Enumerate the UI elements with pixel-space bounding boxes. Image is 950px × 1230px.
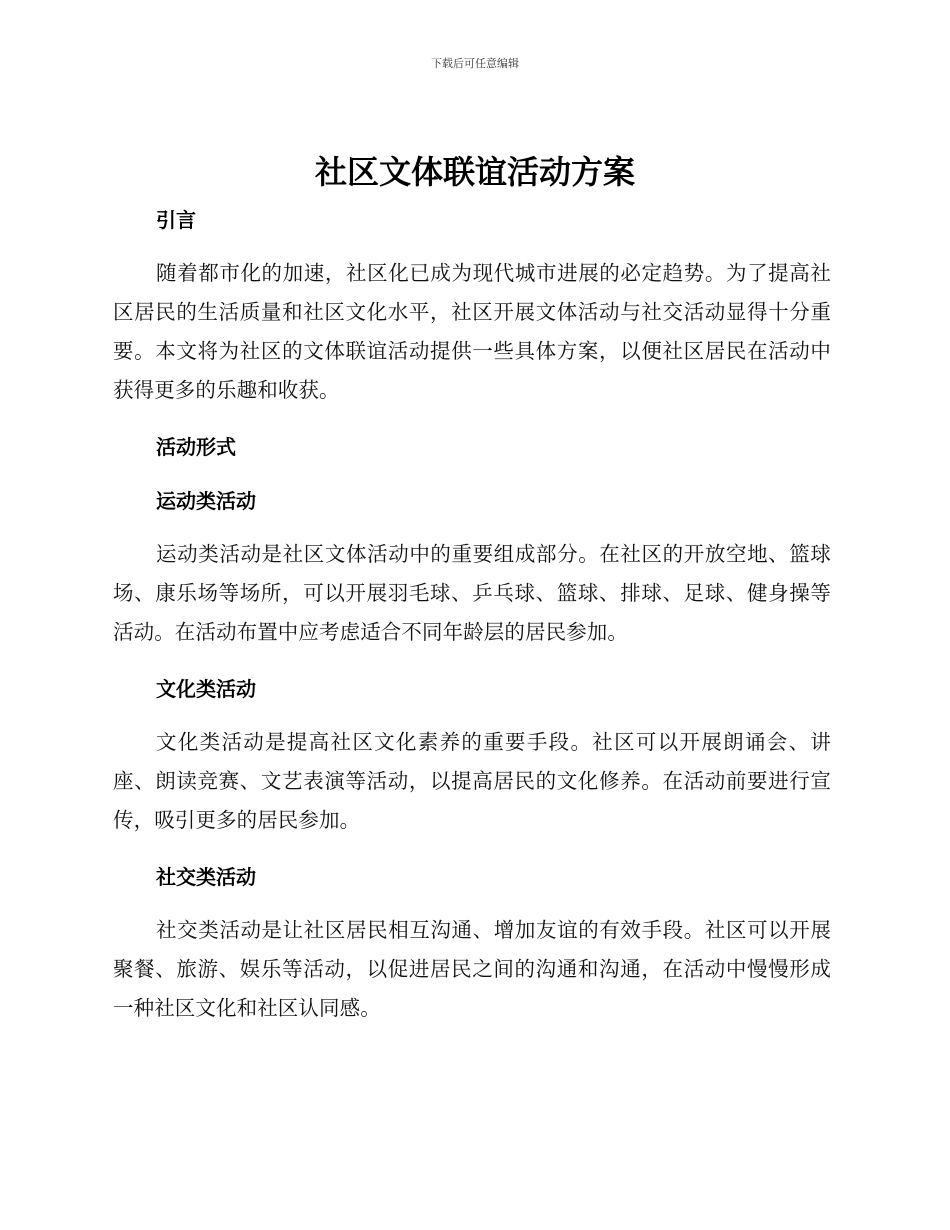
paragraph-social: 社交类活动是让社区居民相互沟通、增加友谊的有效手段。社区可以开展聚餐、旅游、娱乐等活动，以促进居民之间的沟通和沟通，在活动中慢慢形成一种社区文化和社区认同感。 xyxy=(113,918,831,1020)
paragraph-sports: 运动类活动是社区文体活动中的重要组成部分。在社区的开放空地、篮球场、康乐场等场所，可以开展羽毛球、乒乓球、篮球、排球、足球、健身操等活动。在活动布置中应考虑适合不同年龄层的居民参加。 xyxy=(113,542,831,644)
section-heading-social: 社交类活动 xyxy=(156,865,256,889)
section-heading-intro: 引言 xyxy=(156,208,196,232)
header-note: 下载后可任意编辑 xyxy=(431,57,519,70)
document-title: 社区文体联谊活动方案 xyxy=(314,153,635,191)
paragraph-culture: 文化类活动是提高社区文化素养的重要手段。社区可以开展朗诵会、讲座、朗读竞赛、文艺表演等活动，以提高居民的文化修养。在活动前要进行宣传，吸引更多的居民参加。 xyxy=(113,730,831,832)
section-heading-culture: 文化类活动 xyxy=(156,677,256,701)
document-body xyxy=(113,200,831,1028)
section-heading-sports: 运动类活动 xyxy=(156,489,256,513)
paragraph-intro: 随着都市化的加速，社区化已成为现代城市进展的必定趋势。为了提高社区居民的生活质量和社区文化水平，社区开展文体活动与社交活动显得十分重要。本文将为社区的文体联谊活动提供一些具体方案，以便社区居民在活动中获得更多的乐趣和收获。 xyxy=(113,261,831,402)
section-heading-forms: 活动形式 xyxy=(156,435,236,459)
